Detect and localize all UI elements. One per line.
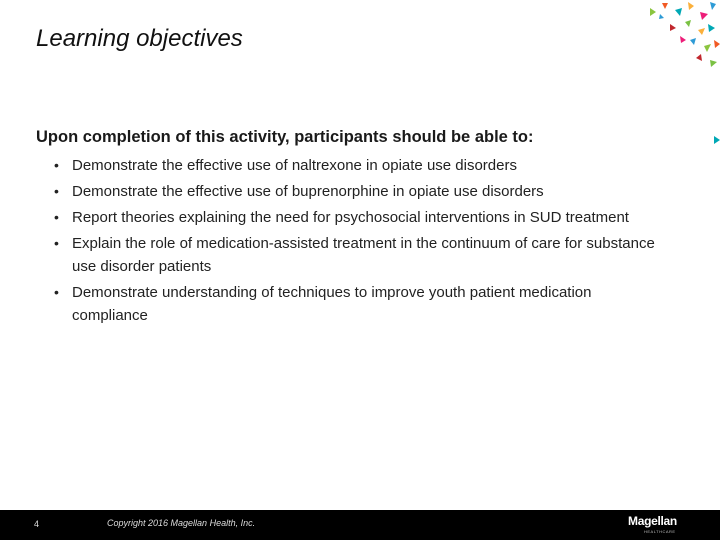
bullet-icon: • [54,284,59,300]
footer-bar [0,510,720,540]
objective-text: Report theories explaining the need for psychosocial interventions in SUD treatment [72,209,629,226]
slide-title: Learning objectives [36,25,243,52]
bullet-icon: • [54,209,59,225]
page-number: 4 [34,519,40,529]
objective-text: Explain the role of medication-assisted treatment in the continuum of care for substance use disorder patients [72,235,655,275]
bullet-icon: • [54,157,59,173]
confetti-decoration [590,0,720,160]
magellan-logo: Magellan [628,514,677,528]
intro-text: Upon completion of this activity, participants should be able to: [36,128,534,146]
objective-text: Demonstrate the effective use of naltrexone in opiate use disorders [72,157,517,174]
list-item [54,281,664,327]
objective-text: Demonstrate understanding of techniques to improve youth patient medication compliance [72,284,592,324]
list-item [54,206,664,229]
copyright-text: Copyright 2016 Magellan Health, Inc. [107,518,256,528]
list-item [54,180,664,203]
objectives-list [54,154,664,330]
list-item [54,154,664,177]
objective-text: Demonstrate the effective use of buprenorphine in opiate use disorders [72,183,544,200]
bullet-icon: • [54,183,59,199]
bullet-icon: • [54,235,59,251]
logo-subtitle: HEALTHCARE [644,529,676,534]
list-item [54,232,664,278]
